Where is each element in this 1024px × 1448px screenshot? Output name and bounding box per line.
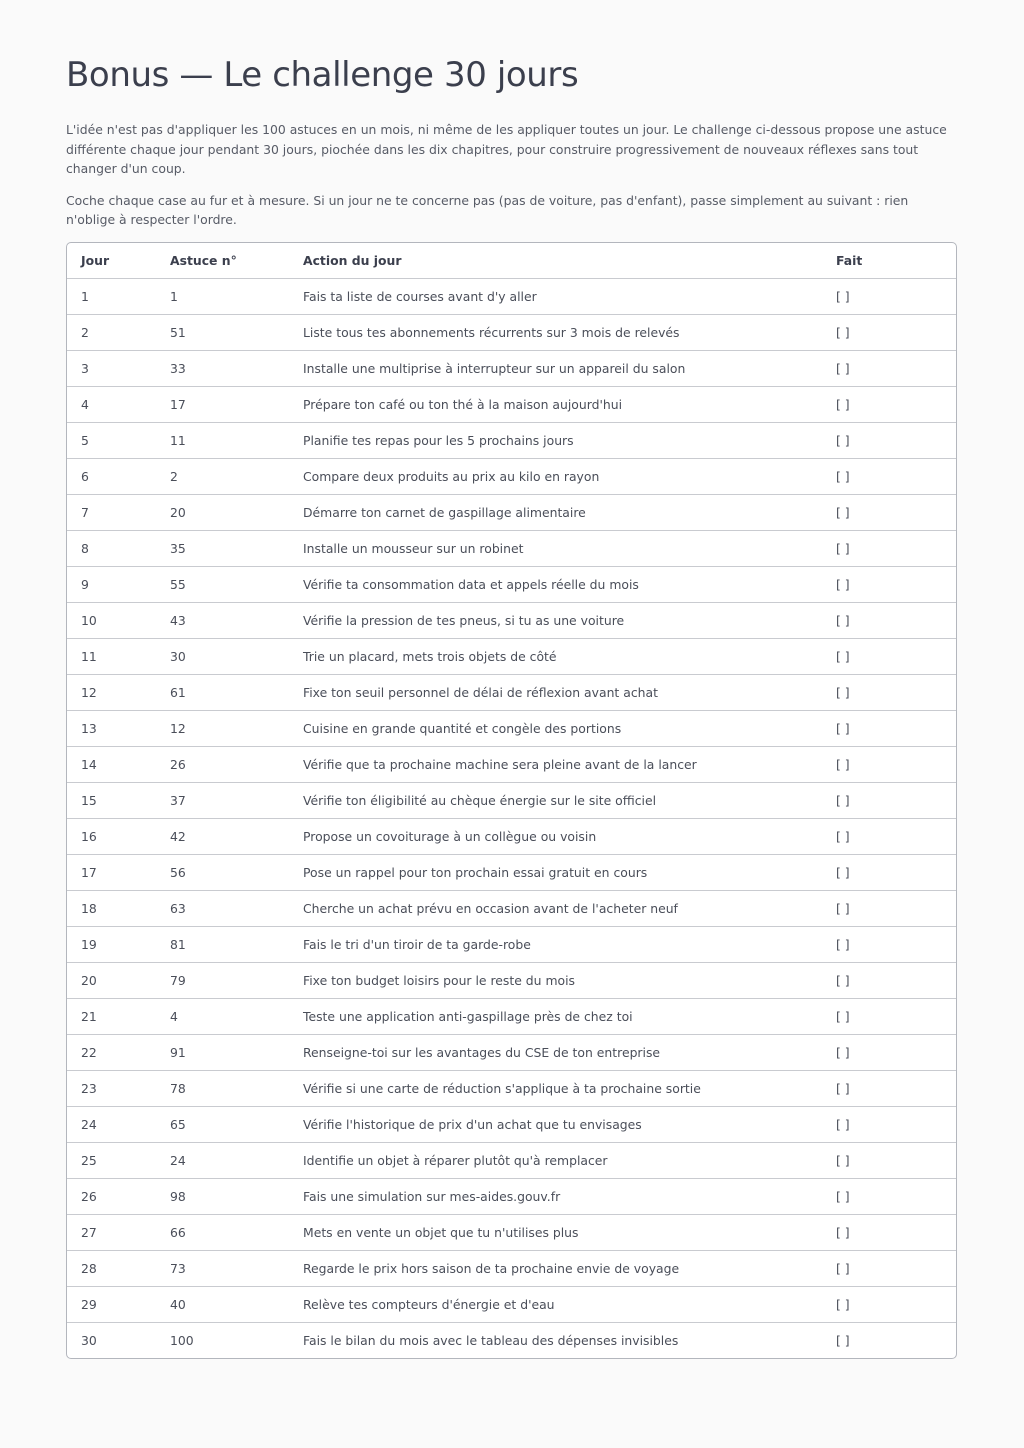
table-row: [67, 494, 956, 530]
cell-jour: 29: [67, 1286, 156, 1322]
cell-action: Mets en vente un objet que tu n'utilises plus: [289, 1214, 822, 1250]
table-row: [67, 962, 956, 998]
cell-astuce: 33: [156, 350, 289, 386]
cell-action: Fixe ton budget loisirs pour le reste du mois: [289, 962, 822, 998]
table-row: [67, 1106, 956, 1142]
cell-fait[interactable]: [ ]: [822, 1106, 956, 1142]
cell-jour: 27: [67, 1214, 156, 1250]
cell-fait[interactable]: [ ]: [822, 1142, 956, 1178]
cell-fait[interactable]: [ ]: [822, 854, 956, 890]
table-row: [67, 782, 956, 818]
cell-jour: 26: [67, 1178, 156, 1214]
cell-fait[interactable]: [ ]: [822, 494, 956, 530]
cell-action: Prépare ton café ou ton thé à la maison aujourd'hui: [289, 386, 822, 422]
table-row: [67, 422, 956, 458]
cell-action: Cuisine en grande quantité et congèle des portions: [289, 710, 822, 746]
table-row: [67, 1070, 956, 1106]
page-title: Bonus — Le challenge 30 jours: [66, 55, 579, 95]
table-row: [67, 602, 956, 638]
cell-jour: 19: [67, 926, 156, 962]
cell-astuce: 37: [156, 782, 289, 818]
table-row: [67, 674, 956, 710]
cell-astuce: 43: [156, 602, 289, 638]
cell-astuce: 1: [156, 278, 289, 314]
intro-paragraph: L'idée n'est pas d'appliquer les 100 astuces en un mois, ni même de les appliquer toutes un jour. Le challenge ci-dessous propose une astuce différente chaque jour pendant 30 jours, piochée dans les dix chapitres, pour construire progressivement de nouveaux réflexes sans tout changer d'un coup.: [66, 122, 947, 176]
instructions-paragraph: Coche chaque case au fur et à mesure. Si un jour ne te concerne pas (pas de voiture, pas d'enfant), passe simplement au suivant : rien n'oblige à respecter l'ordre.: [66, 192, 909, 227]
table-row: [67, 350, 956, 386]
cell-jour: 13: [67, 710, 156, 746]
cell-astuce: 12: [156, 710, 289, 746]
cell-astuce: 100: [156, 1322, 289, 1358]
cell-action: Vérifie ta consommation data et appels réelle du mois: [289, 566, 822, 602]
cell-astuce: 56: [156, 854, 289, 890]
table-row: [67, 278, 956, 314]
cell-jour: 2: [67, 314, 156, 350]
table-row: [67, 638, 956, 674]
cell-action: Teste une application anti-gaspillage près de chez toi: [289, 998, 822, 1034]
challenge-table: [67, 243, 956, 1358]
cell-astuce: 30: [156, 638, 289, 674]
cell-fait[interactable]: [ ]: [822, 458, 956, 494]
cell-fait[interactable]: [ ]: [822, 602, 956, 638]
table-row: [67, 998, 956, 1034]
table-row: [67, 566, 956, 602]
cell-fait[interactable]: [ ]: [822, 566, 956, 602]
cell-astuce: 40: [156, 1286, 289, 1322]
table-row: [67, 1286, 956, 1322]
table-row: [67, 890, 956, 926]
cell-astuce: 42: [156, 818, 289, 854]
cell-fait[interactable]: [ ]: [822, 746, 956, 782]
cell-astuce: 61: [156, 674, 289, 710]
cell-jour: 15: [67, 782, 156, 818]
cell-astuce: 63: [156, 890, 289, 926]
cell-fait[interactable]: [ ]: [822, 530, 956, 566]
table-row: [67, 458, 956, 494]
cell-fait[interactable]: [ ]: [822, 1178, 956, 1214]
cell-action: Liste tous tes abonnements récurrents sur 3 mois de relevés: [289, 314, 822, 350]
cell-jour: 1: [67, 278, 156, 314]
cell-fait[interactable]: [ ]: [822, 890, 956, 926]
cell-fait[interactable]: [ ]: [822, 314, 956, 350]
cell-action: Identifie un objet à réparer plutôt qu'à remplacer: [289, 1142, 822, 1178]
cell-action: Vérifie que ta prochaine machine sera pleine avant de la lancer: [289, 746, 822, 782]
cell-astuce: 2: [156, 458, 289, 494]
header-action: Action du jour: [303, 252, 402, 268]
cell-fait[interactable]: [ ]: [822, 1250, 956, 1286]
cell-action: Trie un placard, mets trois objets de côté: [289, 638, 822, 674]
cell-action: Propose un covoiturage à un collègue ou voisin: [289, 818, 822, 854]
cell-action: Planifie tes repas pour les 5 prochains jours: [289, 422, 822, 458]
cell-astuce: 55: [156, 566, 289, 602]
cell-jour: 14: [67, 746, 156, 782]
cell-jour: 8: [67, 530, 156, 566]
table-row: [67, 1178, 956, 1214]
cell-jour: 20: [67, 962, 156, 998]
cell-jour: 21: [67, 998, 156, 1034]
cell-fait[interactable]: [ ]: [822, 1322, 956, 1358]
cell-action: Renseigne-toi sur les avantages du CSE de ton entreprise: [289, 1034, 822, 1070]
cell-action: Vérifie si une carte de réduction s'applique à ta prochaine sortie: [289, 1070, 822, 1106]
cell-astuce: 98: [156, 1178, 289, 1214]
cell-jour: 17: [67, 854, 156, 890]
cell-action: Fais ta liste de courses avant d'y aller: [289, 278, 822, 314]
cell-astuce: 4: [156, 998, 289, 1034]
cell-action: Fais une simulation sur mes-aides.gouv.fr: [289, 1178, 822, 1214]
table-row: [67, 1250, 956, 1286]
table-row: [67, 854, 956, 890]
cell-jour: 7: [67, 494, 156, 530]
cell-fait[interactable]: [ ]: [822, 1034, 956, 1070]
cell-fait[interactable]: [ ]: [822, 998, 956, 1034]
challenge-table-container: [66, 242, 957, 1359]
cell-astuce: 17: [156, 386, 289, 422]
cell-action: Installe une multiprise à interrupteur sur un appareil du salon: [289, 350, 822, 386]
cell-astuce: 78: [156, 1070, 289, 1106]
table-row: [67, 1322, 956, 1358]
cell-astuce: 73: [156, 1250, 289, 1286]
cell-jour: 9: [67, 566, 156, 602]
table-row: [67, 710, 956, 746]
cell-astuce: 11: [156, 422, 289, 458]
table-row: [67, 1034, 956, 1070]
cell-action: Démarre ton carnet de gaspillage alimentaire: [289, 494, 822, 530]
cell-jour: 12: [67, 674, 156, 710]
header-astuce: Astuce n°: [170, 252, 237, 268]
cell-astuce: 66: [156, 1214, 289, 1250]
cell-jour: 4: [67, 386, 156, 422]
cell-jour: 16: [67, 818, 156, 854]
table-row: [67, 818, 956, 854]
cell-jour: 22: [67, 1034, 156, 1070]
table-row: [67, 1214, 956, 1250]
cell-jour: 24: [67, 1106, 156, 1142]
cell-fait[interactable]: [ ]: [822, 962, 956, 998]
cell-fait[interactable]: [ ]: [822, 782, 956, 818]
table-header-row: [67, 243, 956, 279]
cell-astuce: 65: [156, 1106, 289, 1142]
header-fait: Fait: [836, 252, 863, 268]
cell-fait[interactable]: [ ]: [822, 926, 956, 962]
cell-fait[interactable]: [ ]: [822, 278, 956, 314]
cell-action: Fais le bilan du mois avec le tableau des dépenses invisibles: [289, 1322, 822, 1358]
cell-fait[interactable]: [ ]: [822, 818, 956, 854]
cell-jour: 3: [67, 350, 156, 386]
cell-astuce: 20: [156, 494, 289, 530]
cell-action: Cherche un achat prévu en occasion avant de l'acheter neuf: [289, 890, 822, 926]
cell-jour: 6: [67, 458, 156, 494]
table-row: [67, 1142, 956, 1178]
cell-jour: 28: [67, 1250, 156, 1286]
cell-jour: 23: [67, 1070, 156, 1106]
cell-action: Vérifie la pression de tes pneus, si tu as une voiture: [289, 602, 822, 638]
cell-fait[interactable]: [ ]: [822, 386, 956, 422]
cell-astuce: 81: [156, 926, 289, 962]
cell-astuce: 35: [156, 530, 289, 566]
cell-fait[interactable]: [ ]: [822, 710, 956, 746]
cell-jour: 30: [67, 1322, 156, 1358]
cell-fait[interactable]: [ ]: [822, 350, 956, 386]
cell-fait[interactable]: [ ]: [822, 674, 956, 710]
cell-fait[interactable]: [ ]: [822, 1286, 956, 1322]
cell-action: Installe un mousseur sur un robinet: [289, 530, 822, 566]
cell-astuce: 79: [156, 962, 289, 998]
cell-action: Fixe ton seuil personnel de délai de réflexion avant achat: [289, 674, 822, 710]
cell-action: Vérifie l'historique de prix d'un achat que tu envisages: [289, 1106, 822, 1142]
cell-action: Compare deux produits au prix au kilo en rayon: [289, 458, 822, 494]
cell-action: Fais le tri d'un tiroir de ta garde-robe: [289, 926, 822, 962]
cell-jour: 18: [67, 890, 156, 926]
table-row: [67, 926, 956, 962]
table-body: [67, 278, 956, 1358]
table-row: [67, 314, 956, 350]
cell-action: Vérifie ton éligibilité au chèque énergie sur le site officiel: [289, 782, 822, 818]
cell-astuce: 51: [156, 314, 289, 350]
table-row: [67, 746, 956, 782]
table-row: [67, 530, 956, 566]
cell-action: Relève tes compteurs d'énergie et d'eau: [289, 1286, 822, 1322]
cell-action: Pose un rappel pour ton prochain essai gratuit en cours: [289, 854, 822, 890]
cell-jour: 11: [67, 638, 156, 674]
cell-astuce: 26: [156, 746, 289, 782]
cell-jour: 10: [67, 602, 156, 638]
cell-fait[interactable]: [ ]: [822, 638, 956, 674]
cell-fait[interactable]: [ ]: [822, 422, 956, 458]
cell-jour: 5: [67, 422, 156, 458]
cell-fait[interactable]: [ ]: [822, 1214, 956, 1250]
cell-jour: 25: [67, 1142, 156, 1178]
header-jour: Jour: [81, 252, 110, 268]
cell-fait[interactable]: [ ]: [822, 1070, 956, 1106]
cell-astuce: 24: [156, 1142, 289, 1178]
cell-astuce: 91: [156, 1034, 289, 1070]
cell-action: Regarde le prix hors saison de ta prochaine envie de voyage: [289, 1250, 822, 1286]
table-row: [67, 386, 956, 422]
